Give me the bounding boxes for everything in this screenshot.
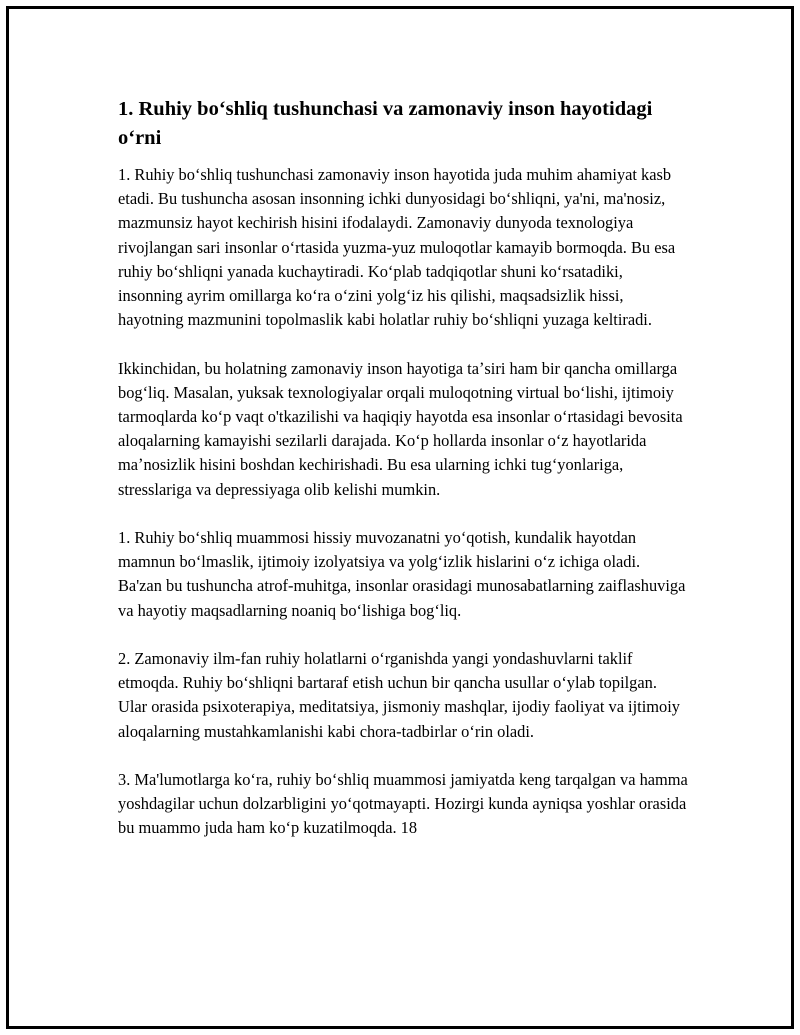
paragraph-3: 1. Ruhiy boʻshliq muammosi hissiy muvozanatni yoʻqotish, kundalik hayotdan mamnun boʻlmaslik, ijtimoiy izolyatsiya va yolgʻizlik hislarini oʻz ichiga oladi. Ba'zan bu tushuncha atrof-muhitga, insonlar orasidagi munosabatlarning zaiflashuviga va hayotiy maqsadlarning noaniq boʻlishiga bogʻliq.: [118, 528, 686, 620]
document-heading: 1. Ruhiy boʻshliq tushunchasi va zamonaviy inson hayotidagi oʻrni: [118, 98, 653, 149]
paragraph-4: 2. Zamonaviy ilm-fan ruhiy holatlarni oʻrganishda yangi yondashuvlarni taklif etmoqda. Ruhiy boʻshliqni bartaraf etish uchun bir qancha usullar oʻylab topilgan. Ular orasida psixoterapiya, meditatsiya, jismoniy mashqlar, ijodiy faoliyat va ijtimoiy aloqalarning mustahkamlanishi kabi chora-tadbirlar oʻrin oladi.: [118, 649, 680, 741]
document-body: [118, 95, 688, 841]
paragraph-5: 3. Ma'lumotlarga koʻra, ruhiy boʻshliq muammosi jamiyatda keng tarqalgan va hamma yoshdagilar uchun dolzarbligini yoʻqotmayapti. Hozirgi kunda ayniqsa yoshlar orasida bu muammo juda ham koʻp kuzatilmoqda. 18: [118, 770, 688, 838]
paragraph-2: Ikkinchidan, bu holatning zamonaviy inson hayotiga taʼsiri ham bir qancha omillarga bogʻliq. Masalan, yuksak texnologiyalar orqali muloqotning virtual boʻlishi, ijtimoiy tarmoqlarda koʻp vaqt o'tkazilishi va haqiqiy hayotda esa insonlar oʻrtasidagi bevosita aloqalarning kamayishi sezilarli darajada. Koʻp hollarda insonlar oʻz hayotlarida maʼnosizlik hisini boshdan kechirishadi. Bu esa ularning ichki tugʻyonlariga, stresslariga va depressiyaga olib kelishi mumkin.: [118, 358, 683, 499]
paragraph-1: 1. Ruhiy boʻshliq tushunchasi zamonaviy inson hayotida juda muhim ahamiyat kasb etadi. Bu tushuncha asosan insonning ichki dunyosidagi boʻshliqni, ya'ni, ma'nosiz, mazmunsiz hayot kechirish hisini ifodalaydi. Zamonaviy dunyoda texnologiya rivojlangan sari insonlar oʻrtasida yuzma-yuz muloqotlar kamayib bormoqda. Bu esa ruhiy boʻshliqni yanada kuchaytiradi. Koʻplab tadqiqotlar shuni koʻrsatadiki, insonning ayrim omillarga koʻra oʻzini yolgʻiz his qilishi, maqsadsizlik hissi, hayotning mazmunini topolmaslik kabi holatlar ruhiy boʻshliqni yuzaga keltiradi.: [118, 165, 676, 330]
